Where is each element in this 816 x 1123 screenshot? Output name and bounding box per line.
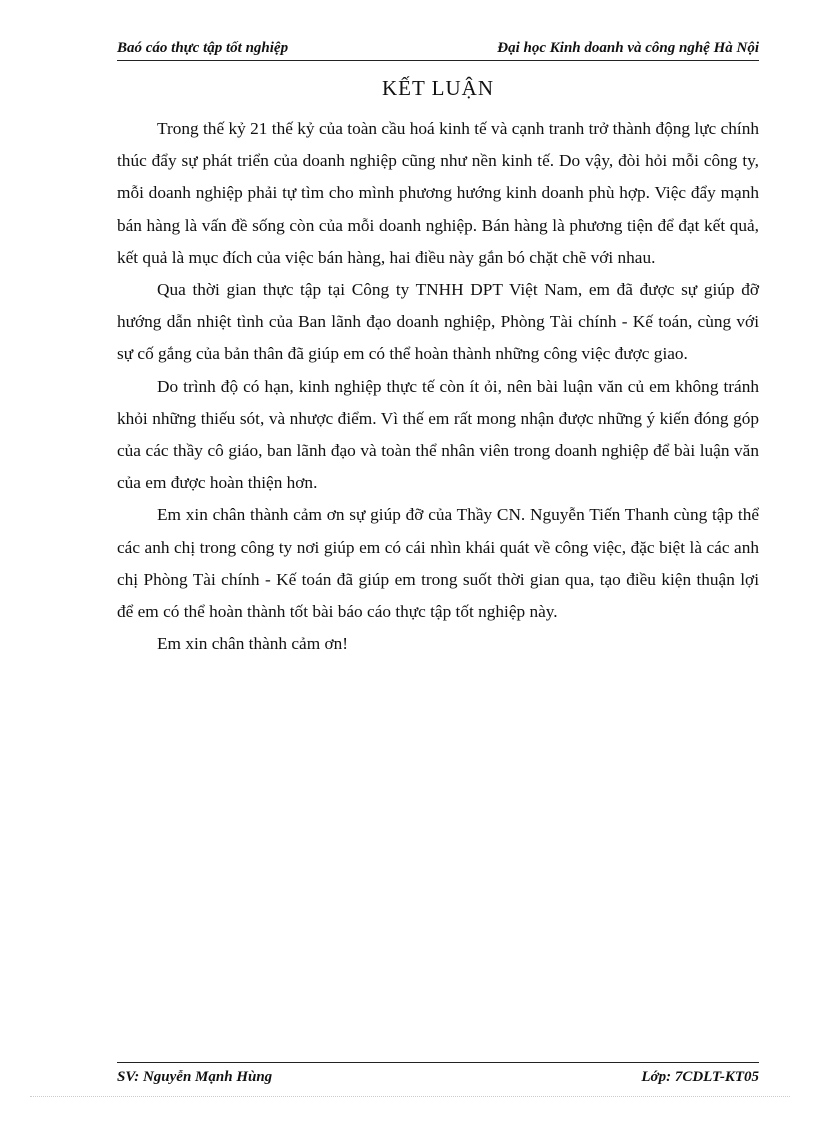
footer-class: Lớp: 7CDLT-KT05 [641,1069,759,1085]
page-header [117,38,759,61]
paragraph: Trong thế kỷ 21 thế kỷ của toàn cầu hoá kinh tế và cạnh tranh trở thành động lực chính thúc đẩy sự phát triển của doanh nghiệp cũng như nền kinh tế. Do vậy, đòi hỏi mỗi công ty, mỗi doanh nghiệp phải tự tìm cho mình phương hướng kinh doanh phù hợp. Việc đẩy mạnh bán hàng là vấn đề sống còn của mỗi doanh nghiệp. Bán hàng là phương tiện để đạt kết quả, kết quả là mục đích của việc bán hàng, hai điều này gắn bó chặt chẽ với nhau. [117,119,759,267]
header-report-title: Baó cáo thực tập tốt nghiệp [117,40,289,56]
header-university: Đại học Kinh doanh và công nghệ Hà Nội [497,40,759,56]
paragraph: Do trình độ có hạn, kinh nghiệp thực tế còn ít ỏi, nên bài luận văn củ em không tránh khỏi những thiếu sót, và nhược điểm. Vì thế em rất mong nhận được những ý kiến đóng góp của các thầy cô giáo, ban lãnh đạo và toàn thể nhân viên trong doanh nghiệp để bài luận văn của em được hoàn thiện hơn. [117,376,759,493]
document-body [117,113,759,660]
page-bottom-divider [30,1096,790,1097]
paragraph: Em xin chân thành cảm ơn sự giúp đỡ của Thầy CN. Nguyễn Tiến Thanh cùng tập thể các anh chị trong công ty nơi giúp em có cái nhìn khái quát về công việc, đặc biệt là các anh chị Phòng Tài chính - Kế toán đã giúp em trong suốt thời gian qua, tạo điều kiện thuận lợi để em có thể hoàn thành tốt bài báo cáo thực tập tốt nghiệp này. [117,505,759,622]
page-footer [117,1062,759,1085]
paragraph: Em xin chân thành cảm ơn! [157,634,349,654]
paragraph: Qua thời gian thực tập tại Công ty TNHH DPT Việt Nam, em đã được sự giúp đỡ hướng dẫn nhiệt tình của Ban lãnh đạo doanh nghiệp, Phòng Tài chính - Kế toán, cùng với sự cố gắng của bản thân đã giúp em có thể hoàn thành những công việc được giao. [117,280,759,364]
page-title: KẾT LUẬN [381,76,494,100]
footer-student: SV: Nguyễn Mạnh Hùng [117,1069,273,1085]
